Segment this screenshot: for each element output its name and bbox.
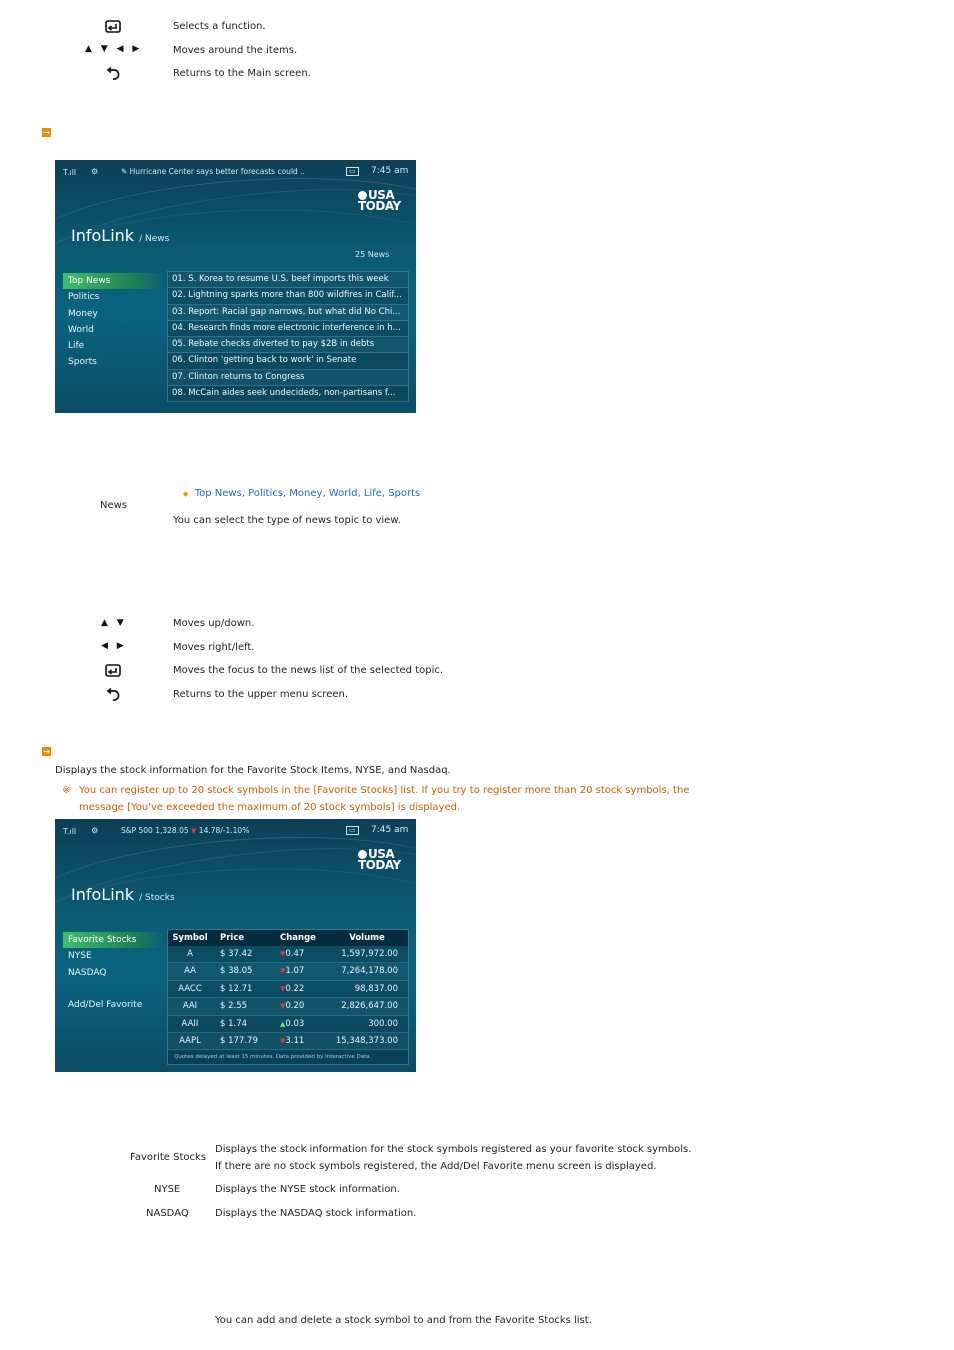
gear-icon: ⚙ — [91, 167, 99, 176]
stocks-screen — [55, 819, 416, 1072]
signal-icon: T.ıll — [63, 827, 77, 836]
desc-nasdaq-line1: Displays the NASDAQ stock information. — [215, 1208, 417, 1219]
stock-price: $ 37.42 — [220, 949, 253, 959]
direction-arrows-icon: ▲ ▼ ◀ ▶ — [85, 44, 143, 54]
stock-change-value: 0.22 — [285, 983, 305, 994]
desc-label-favorite: Favorite Stocks — [130, 1152, 207, 1163]
control-left-right-text: Moves right/left. — [173, 642, 255, 653]
up-arrow-icon: ▲ — [280, 1019, 286, 1028]
headline-item[interactable]: 06. Clinton 'getting back to work' in Senate — [168, 353, 408, 369]
stock-symbol: AAPL — [179, 1035, 201, 1046]
desc-label-nyse: NYSE — [154, 1184, 181, 1195]
desc-label-nasdaq: NASDAQ — [146, 1208, 189, 1219]
stock-row[interactable] — [168, 963, 408, 980]
section-arrow-icon: → — [43, 128, 50, 137]
section-arrow-icon: → — [43, 747, 50, 756]
menu-item-politics[interactable]: Politics — [68, 292, 100, 303]
headline-item[interactable]: 05. Rebate checks diverted to pay $2B in debts — [168, 337, 408, 353]
down-arrow-icon: ▼ — [280, 967, 286, 976]
stock-change — [266, 1033, 326, 1049]
stock-change-value: 1.07 — [285, 966, 305, 977]
menu-item-life[interactable]: Life — [68, 341, 85, 352]
stocks-note-line1: You can register up to 20 stock symbols in the [Favorite Stocks] list. If you try to register more than 20 stock symbols, the — [79, 785, 690, 796]
headline-list — [167, 271, 409, 402]
usa-today-logo: USA TODAY — [358, 188, 401, 213]
left-right-arrows-icon: ◀ ▶ — [101, 641, 127, 651]
stock-change-value: 3.11 — [285, 1035, 305, 1046]
up-down-arrows-icon: ▲ ▼ — [101, 618, 127, 628]
headline-item[interactable]: 08. McCain aides seek undecideds, non-partisans f... — [168, 386, 408, 401]
down-arrow-icon: ▼ — [280, 950, 286, 958]
down-arrow-icon: ▼ — [280, 1036, 286, 1045]
down-arrow-icon: ▼ — [280, 1002, 286, 1011]
battery-icon: ▭ — [346, 826, 359, 835]
stock-price: $ 2.55 — [220, 1001, 248, 1012]
menu-item-nasdaq[interactable]: NASDAQ — [68, 967, 107, 978]
signal-icon: T.ıll — [63, 168, 77, 177]
stock-ticker: S&P 500 1,328.05 ▼ 14.78/-1.10% — [121, 826, 250, 835]
stock-volume: 300.00 — [368, 1018, 398, 1029]
stock-change — [266, 946, 326, 962]
stock-volume: 1,597,972.00 — [341, 949, 398, 959]
news-desc-text: You can select the type of news topic to view. — [173, 515, 401, 526]
stock-change — [266, 1016, 326, 1032]
news-menu — [63, 273, 165, 371]
clock: 7:45 am — [371, 166, 409, 176]
control-return-text: Returns to the Main screen. — [173, 68, 311, 79]
desc-favorite-line2: If there are no stock symbols registered, the Add/Del Favorite menu screen is displayed. — [215, 1161, 657, 1172]
clock: 7:45 am — [371, 825, 409, 835]
stocks-note-icon: ※ — [62, 785, 71, 796]
headline-item[interactable]: 03. Report: Racial gap narrows, but what did No Chi... — [168, 305, 408, 321]
stock-row[interactable] — [168, 1033, 408, 1050]
stock-volume: 15,348,373.00 — [335, 1035, 398, 1046]
usa-today-logo: USA TODAY — [358, 847, 401, 872]
news-ticker: ✎ Hurricane Center says better forecasts could .. — [121, 167, 305, 176]
stock-price: $ 177.79 — [220, 1035, 258, 1046]
desc-nyse-line1: Displays the NYSE stock information. — [215, 1184, 400, 1195]
control-upper-menu-text: Returns to the upper menu screen. — [173, 689, 349, 700]
stocks-menu — [63, 932, 165, 1013]
gear-icon: ⚙ — [91, 826, 99, 835]
stock-volume: 2,826,647.00 — [341, 1001, 398, 1012]
stock-price: $ 12.71 — [220, 983, 253, 994]
stock-row[interactable] — [168, 998, 408, 1015]
menu-item-favorite-stocks[interactable]: Favorite Stocks — [63, 932, 165, 948]
stock-footnote: Quotes delayed at least 15 minutes. Data provided by Interactive Data. — [174, 1054, 372, 1061]
control-up-down-text: Moves up/down. — [173, 618, 255, 629]
add-del-text: You can add and delete a stock symbol to and from the Favorite Stocks list. — [215, 1315, 592, 1326]
stock-row[interactable] — [168, 946, 408, 963]
stock-change — [266, 981, 326, 997]
stock-symbol: A — [187, 949, 193, 959]
headline-item[interactable]: 04. Research finds more electronic interference in h... — [168, 321, 408, 337]
infolink-title: InfoLink / News — [71, 226, 170, 245]
enter-icon — [105, 664, 121, 677]
control-focus-text: Moves the focus to the news list of the selected topic. — [173, 665, 444, 676]
stock-symbol: AA — [184, 966, 196, 977]
stock-symbol: AAII — [181, 1018, 199, 1029]
stock-change-value: 0.03 — [285, 1018, 305, 1029]
menu-item-sports[interactable]: Sports — [68, 357, 97, 368]
stock-price: $ 1.74 — [220, 1018, 248, 1029]
stock-symbol: AACC — [178, 983, 202, 994]
stock-volume: 98,837.00 — [354, 983, 398, 994]
menu-spacer — [63, 981, 165, 997]
news-count: 25 News — [355, 250, 390, 259]
stock-volume: 7,264,178.00 — [341, 966, 398, 977]
down-arrow-icon: ▼ — [280, 984, 286, 993]
desc-favorite-line1: Displays the stock information for the stock symbols registered as your favorite stock symbols. — [215, 1144, 692, 1155]
stock-change — [266, 998, 326, 1014]
return-icon — [105, 687, 121, 702]
enter-icon — [105, 20, 121, 33]
news-screen — [55, 160, 416, 413]
stock-row[interactable] — [168, 1016, 408, 1033]
infolink-title: InfoLink / Stocks — [71, 885, 175, 904]
menu-item-money[interactable]: Money — [68, 308, 98, 319]
battery-icon: ▭ — [346, 167, 359, 176]
return-icon — [105, 66, 121, 81]
stock-row[interactable] — [168, 981, 408, 998]
news-topics: ◆ Top News, Politics, Money, World, Life, Sports — [183, 488, 421, 499]
stocks-note-line2: message [You've exceeded the maximum of 20 stock symbols] is displayed. — [79, 802, 461, 813]
stocks-intro: Displays the stock information for the Favorite Stock Items, NYSE, and Nasdaq. — [55, 765, 451, 776]
menu-item-world[interactable]: World — [68, 324, 94, 335]
headline-item[interactable]: 01. S. Korea to resume U.S. beef imports this week — [168, 272, 408, 288]
stock-table — [167, 929, 409, 1065]
stock-symbol: AAI — [182, 1001, 198, 1012]
stock-change — [266, 963, 326, 979]
stock-change-value: 0.20 — [285, 1001, 305, 1012]
menu-item-nyse[interactable]: NYSE — [68, 951, 92, 962]
control-select-text: Selects a function. — [173, 21, 266, 32]
menu-item-top-news[interactable]: Top News — [63, 273, 165, 289]
control-move-text: Moves around the items. — [173, 45, 298, 56]
stock-price: $ 38.05 — [220, 966, 253, 977]
stock-table-header: Symbol Price Change Volume — [168, 930, 408, 946]
news-label: News — [100, 500, 128, 511]
stock-change-value: 0.47 — [285, 949, 305, 959]
menu-item-add-del-favorite[interactable]: Add/Del Favorite — [68, 1000, 143, 1011]
headline-item[interactable]: 07. Clinton returns to Congress — [168, 370, 408, 386]
headline-item[interactable]: 02. Lightning sparks more than 800 wildfires in Calif... — [168, 288, 408, 304]
